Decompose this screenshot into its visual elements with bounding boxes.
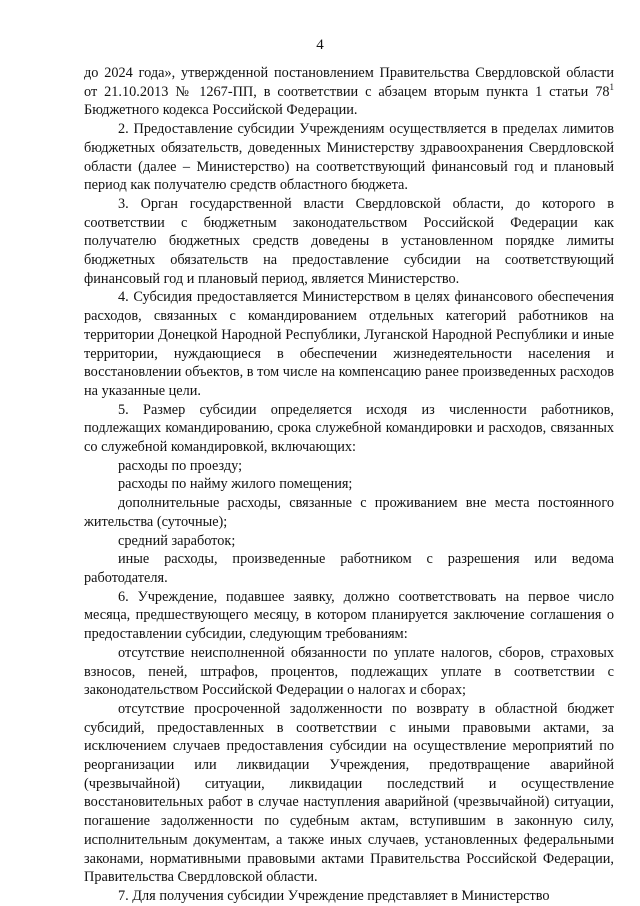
requirement-debt: отсутствие просроченной задолженности по возврату в областной бюджет субсидий, предоставленных в соответствии с иными правовыми актами, за исключением случаев предоставления субсидии на осуществление мероприятий по реорганизации или ликвидации Учреждения, предотвращение аварийной (чрезвычайной) ситуации, ликвидации последствий и осуществление восстановительных работ в случае наступления аварийной (чрезвычайной) ситуации, погашение задолженности по судебным актам, вступившим в законную силу, исполнительным документам, а также иных случаев, установленных федеральными законами, нормативными правовыми актами Правительства Российской Федерации, Правительства Свердловской области. [84,700,614,886]
document-body [84,64,614,906]
page-number: 4 [316,37,324,53]
list-item-other: иные расходы, произведенные работником с разрешения или ведома работодателя. [84,551,614,586]
paragraph-4: 4. Субсидия предоставляется Министерством в целях финансового обеспечения расходов, связанных с командированием отдельных категорий работников на территории Донецкой Народной Республики, Луганской Народной Республики и иные территории, нуждающиеся в обеспечении жизнедеятельности населения и восстановлении объектов, в том числе на компенсацию ранее произведенных расходов на указанные цели. [84,289,614,399]
list-item-housing: расходы по найму жилого помещения; [118,476,353,493]
paragraph-7: 7. Для получения субсидии Учреждение представляет в Министерство [118,887,550,904]
paragraph-6: 6. Учреждение, подавшее заявку, должно соответствовать на первое число месяца, предшествующего месяцу, в котором планируется заключение соглашения о предоставлении субсидии, следующим требованиям: [84,588,614,643]
paragraph-5: 5. Размер субсидии определяется исходя из численности работников, подлежащих командированию, срока служебной командировки и расходов, связанных со служебной командировкой, включающих: [84,401,614,456]
paragraph-2: 2. Предоставление субсидии Учреждениям осуществляется в пределах лимитов бюджетных обязательств, доведенных Министерству здравоохранения Свердловской области (далее – Министерство) на соответствующий финансовый год и плановый период как получателю средств областного бюджета. [84,121,614,194]
superscript-1: 1 [609,81,614,92]
list-item-salary: средний заработок; [118,532,236,549]
paragraph-1-continuation [84,64,614,120]
requirement-taxes: отсутствие неисполненной обязанности по уплате налогов, сборов, страховых взносов, пеней, штрафов, процентов, подлежащих уплате в соответствии с законодательством Российской Федерации о налогах и сборах; [84,644,614,699]
list-item-travel: расходы по проезду; [118,457,243,474]
paragraph-1-tail: Бюджетного кодекса Российской Федерации. [84,102,358,119]
list-item-per-diem: дополнительные расходы, связанные с проживанием вне места постоянного жительства (суточные); [84,495,614,530]
paragraph-1-text: до 2024 года», утвержденной постановлением Правительства Свердловской области от 21.10.2013 № 1267-ПП, в соответствии с абзацем вторым пункта 1 статьи 78 [84,65,614,100]
paragraph-3: 3. Орган государственной власти Свердловской области, до которого в соответствии с бюджетным законодательством Российской Федерации как получателю бюджетных средств доведены в установленном порядке лимиты бюджетных обязательств на предоставление субсидии на соответствующий финансовый год и плановый период, является Министерство. [84,195,614,287]
